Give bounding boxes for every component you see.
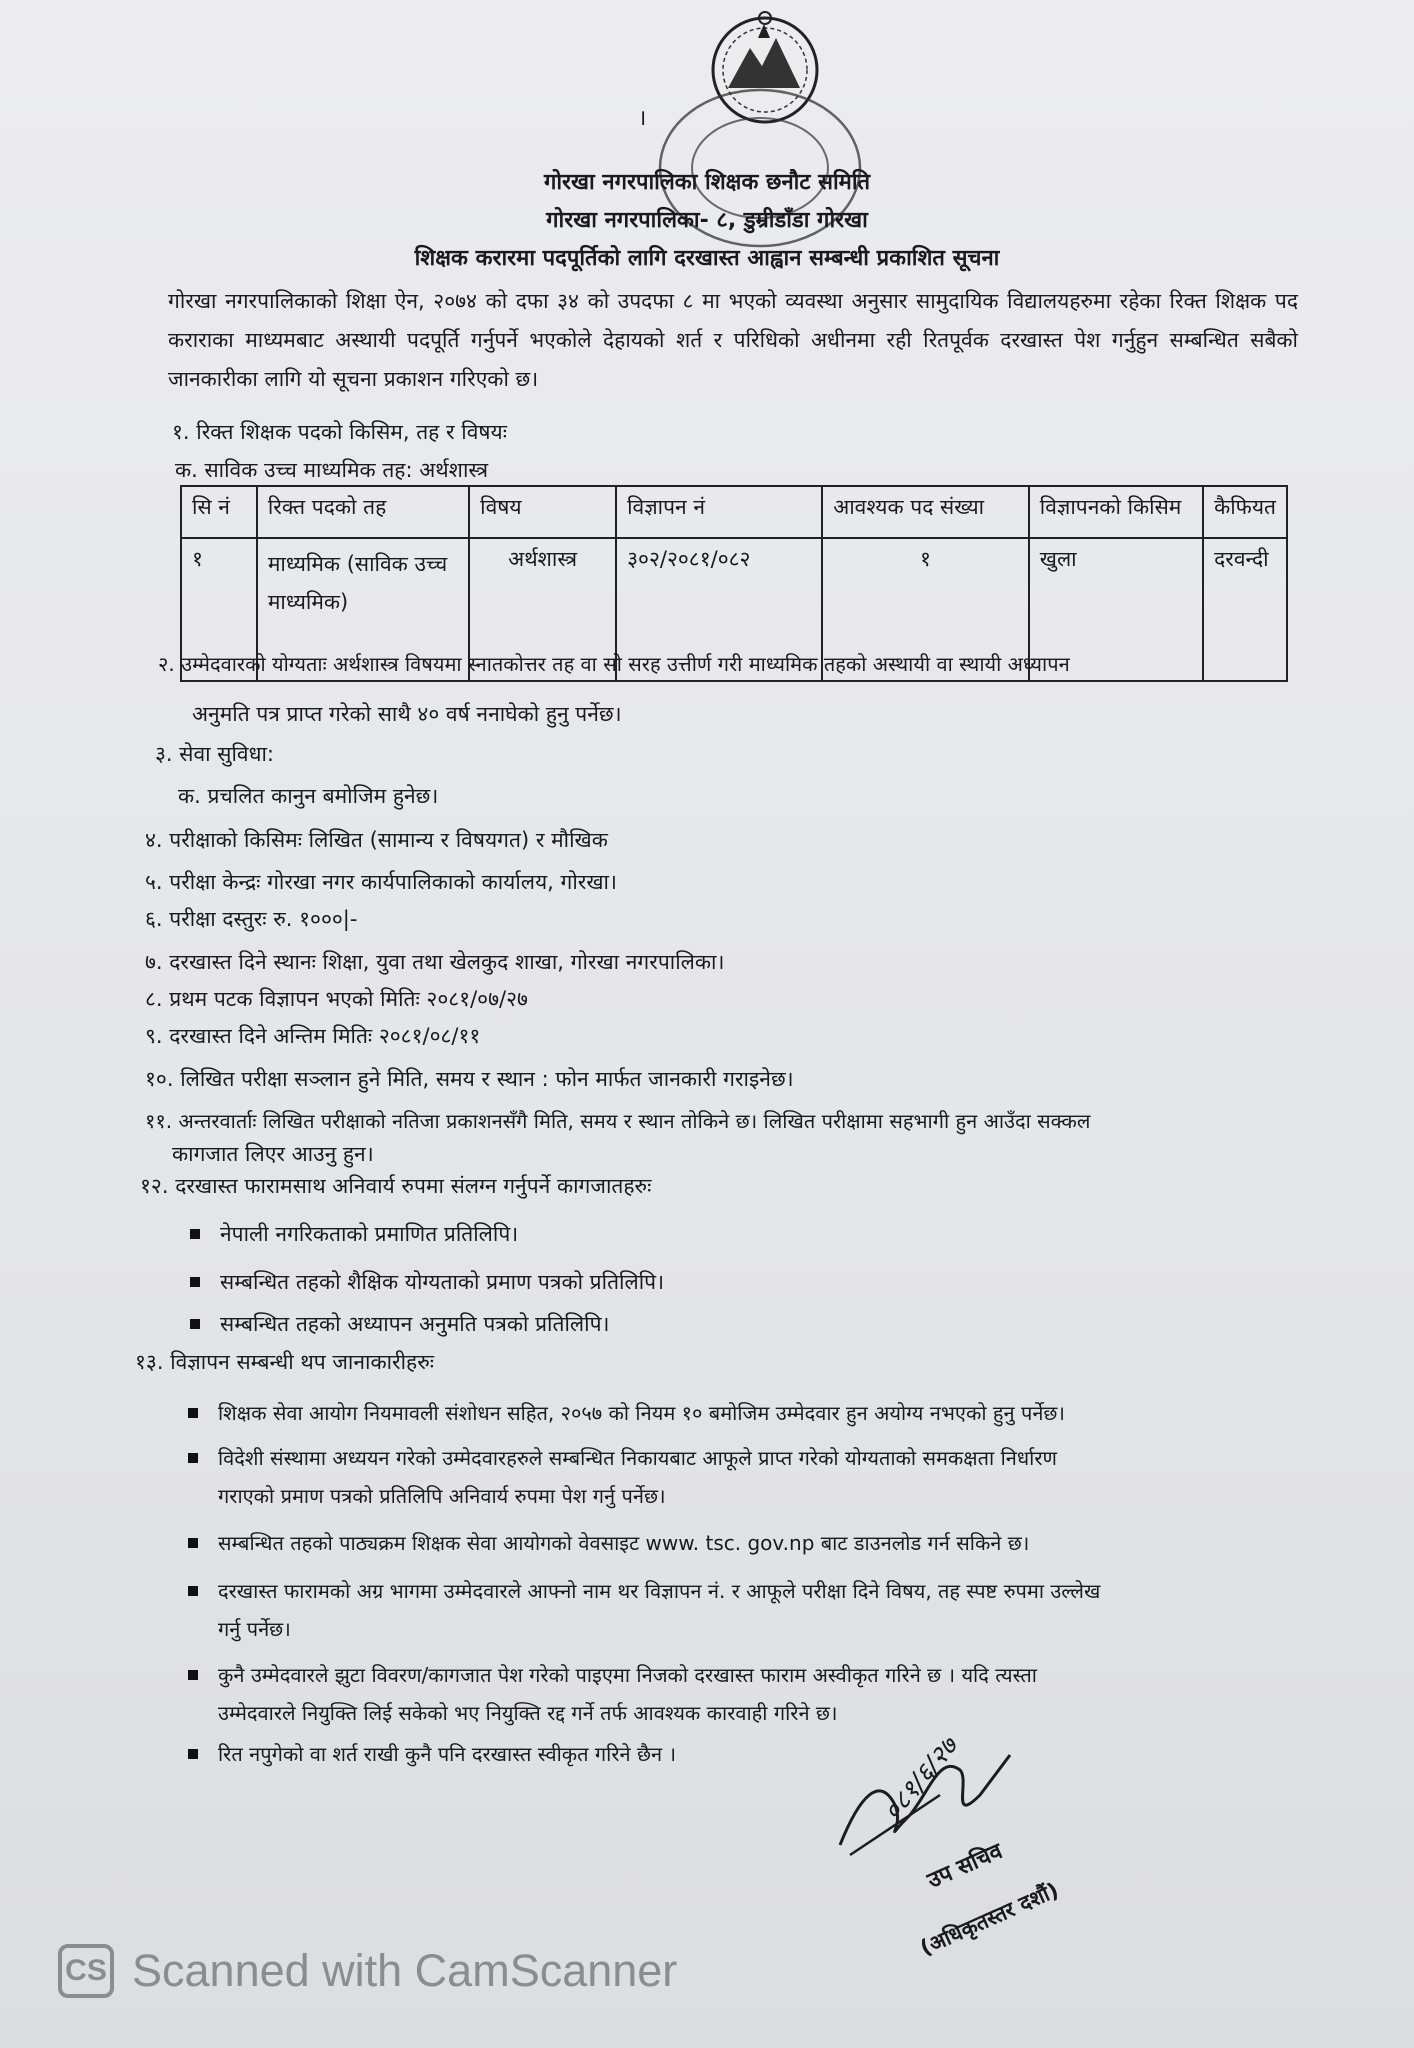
list-item: नेपाली नगरिकताको प्रमाणित प्रतिलिपि। (220, 1215, 518, 1253)
item-5-exam-center: ५. परीक्षा केन्द्रः गोरखा नगर कार्यपालिकाको कार्यालय, गोरखा। (145, 870, 617, 894)
bullet-icon (188, 1670, 198, 1680)
list-item: रित नपुगेको वा शर्त राखी कुनै पनि दरखास्त स्वीकृत गरिने छैन । (218, 1735, 676, 1773)
item-13-more-info: १३. विज्ञापन सम्बन्धी थप जानाकारीहरुः (135, 1350, 435, 1374)
signatory-rank: (अधिकृतस्तर दशौं) (916, 1877, 1063, 1961)
cell-positions: १ (822, 538, 1029, 681)
section-1-title: १. रिक्त शिक्षक पदको किसिम, तह र विषयः (172, 420, 507, 444)
bullet-icon (188, 1538, 198, 1548)
item-11-interview: ११. अन्तरवार्ताः लिखित परीक्षाको नतिजा प्रकाशनसँगै मिति, समय र स्थान तोकिने छ। लिखित परीक्षामा सहभागी हुन आउँदा सक्कल (145, 1109, 1091, 1133)
cell-remarks: दरवन्दी (1203, 538, 1287, 681)
scanner-watermark (58, 1941, 677, 2001)
table-header-row (181, 486, 1287, 538)
col-header-ad-number: विज्ञापन नं (616, 486, 822, 538)
bullet-icon (188, 1586, 198, 1596)
bullet-icon (190, 1229, 200, 1239)
section-1-subtitle: क. साविक उच्च माध्यमिक तह: अर्थशास्त्र (175, 458, 489, 482)
list-item: विदेशी संस्थामा अध्ययन गरेको उम्मेदवारहरुले सम्बन्धित निकायबाट आफूले प्राप्त गरेको योग्यताको समकक्षता निर्धारण गराएको प्रमाण पत्रको प्रतिलिपि अनिवार्य रुपमा पेश गर्नु पर्नेछ। (218, 1439, 1057, 1515)
cell-ad-type: खुला (1029, 538, 1203, 681)
cell-ad-number: ३०२/२०८१/०८२ (616, 538, 822, 681)
camscanner-logo-icon: CS (58, 1944, 114, 1998)
item-2-qualification: २. उम्मेदवारको योग्यताः अर्थशास्त्र विषयमा स्नातकोत्तर तह वा सो सरह उत्तीर्ण गरी माध्यमिक तहको अस्थायी वा स्थायी अध्यापन (158, 652, 1070, 676)
col-header-remarks: कैफियत (1203, 486, 1287, 538)
col-header-ad-type: विज्ञापनको किसिम (1029, 486, 1203, 538)
col-header-subject: विषय (469, 486, 616, 538)
item-9-deadline: ९. दरखास्त दिने अन्तिम मितिः २०८१/०८/११ (145, 1024, 481, 1048)
list-item: सम्बन्धित तहको शैक्षिक योग्यताको प्रमाण पत्रको प्रतिलिपि। (220, 1263, 664, 1301)
cell-sn: १ (181, 538, 257, 681)
item-11-continued: कागजात लिएर आउनु हुन। (172, 1142, 374, 1166)
item-3-facilities: ३. सेवा सुविधा: (155, 742, 274, 766)
bullet-icon (188, 1749, 198, 1759)
item-3-a: क. प्रचलित कानुन बमोजिम हुनेछ। (178, 784, 439, 808)
item-4-exam-type: ४. परीक्षाको किसिमः लिखित (सामान्य र विषयगत) र मौखिक (145, 828, 608, 852)
intro-paragraph: गोरखा नगरपालिकाको शिक्षा ऐन, २०७४ को दफा ३४ को उपदफा ८ मा भएको व्यवस्था अनुसार सामुदायिक विद्यालयहरुमा रहेका रिक्त शिक्षक पद कराराका माध्यमबाट अस्थायी पदपूर्ति गर्नुपर्ने भएकोले देहायको शर्त र परिधिको अधीनमा रही रितपूर्वक दरखास्त पेश गर्नुहुन सम्बन्धित सबैको जानकारीका लागि यो सूचना प्रकाशन गरिएको छ। (168, 289, 1298, 391)
list-item: दरखास्त फारामको अग्र भागमा उम्मेदवारले आफ्नो नाम थर विज्ञापन नं. र आफूले परीक्षा दिने विषय, तह स्पष्ट रुपमा उल्लेख गर्नु पर्नेछ। (218, 1572, 1100, 1648)
bullet-icon (190, 1319, 200, 1329)
signatory-designation: उप सचिव (923, 1838, 1007, 1894)
col-header-positions: आवश्यक पद संख्या (822, 486, 1029, 538)
col-header-sn: सि नं (181, 486, 257, 538)
list-item: सम्बन्धित तहको अध्यापन अनुमति पत्रको प्रतिलिपि। (220, 1305, 609, 1343)
item-10-written-exam: १०. लिखित परीक्षा सञ्‍लान हुने मिति, समय र स्थान : फोन मार्फत जानकारी गराइनेछ। (145, 1067, 794, 1091)
signature-date: ०८१/६/२७ (877, 1731, 965, 1827)
bullet-icon (188, 1408, 198, 1418)
page-mark: । (638, 106, 647, 131)
item-7-application-place: ७. दरखास्त दिने स्थानः शिक्षा, युवा तथा खेलकुद शाखा, गोरखा नगरपालिका। (145, 950, 725, 974)
header-committee: गोरखा नगरपालिका शिक्षक छनौट समिति (543, 170, 871, 195)
bullet-icon (188, 1453, 198, 1463)
cell-level: माध्यमिक (साविक उच्च माध्यमिक) (257, 538, 469, 681)
header-address: गोरखा नगरपालिका- ८, डुम्रीडाँडा गोरखा (546, 208, 868, 233)
list-item: सम्बन्धित तहको पाठ्यक्रम शिक्षक सेवा आयोगको वेवसाइट www. tsc. gov.np बाट डाउनलोड गर्न सकिने छ। (218, 1524, 1029, 1562)
bullet-icon (190, 1277, 200, 1287)
item-8-first-ad-date: ८. प्रथम पटक विज्ञापन भएको मितिः २०८१/०७/२७ (145, 987, 528, 1011)
list-item: शिक्षक सेवा आयोग नियमावली संशोधन सहित, २०५७ को नियम १० बमोजिम उम्मेदवार हुन अयोग्य नभएको हुनु पर्नेछ। (218, 1394, 1065, 1432)
list-item: कुनै उम्मेदवारले झुटा विवरण/कागजात पेश गरेको पाइएमा निजको दरखास्त फाराम अस्वीकृत गरिने छ । यदि त्यस्ता उम्मेदवारले नियुक्ति लिई सकेको भए नियुक्ति रद्द गर्ने तर्फ आवश्यक कारवाही गरिने छ। (218, 1656, 1037, 1732)
item-2-continued: अनुमति पत्र प्राप्त गरेको साथै ४० वर्ष ननाघेको हुनु पर्नेछ। (192, 702, 622, 726)
col-header-level: रिक्त पदको तह (257, 486, 469, 538)
item-12-documents: १२. दरखास्त फारामसाथ अनिवार्य रुपमा संलग्न गर्नुपर्ने कागजातहरुः (140, 1174, 652, 1198)
watermark-text: Scanned with CamScanner (132, 1945, 678, 1996)
notice-title: शिक्षक करारमा पदपूर्तिको लागि दरखास्त आह्वान सम्बन्धी प्रकाशित सूचना (414, 246, 1000, 271)
cell-subject: अर्थशास्त्र (469, 538, 616, 681)
item-6-exam-fee: ६. परीक्षा दस्तुरः रु. १०००|- (145, 907, 358, 931)
